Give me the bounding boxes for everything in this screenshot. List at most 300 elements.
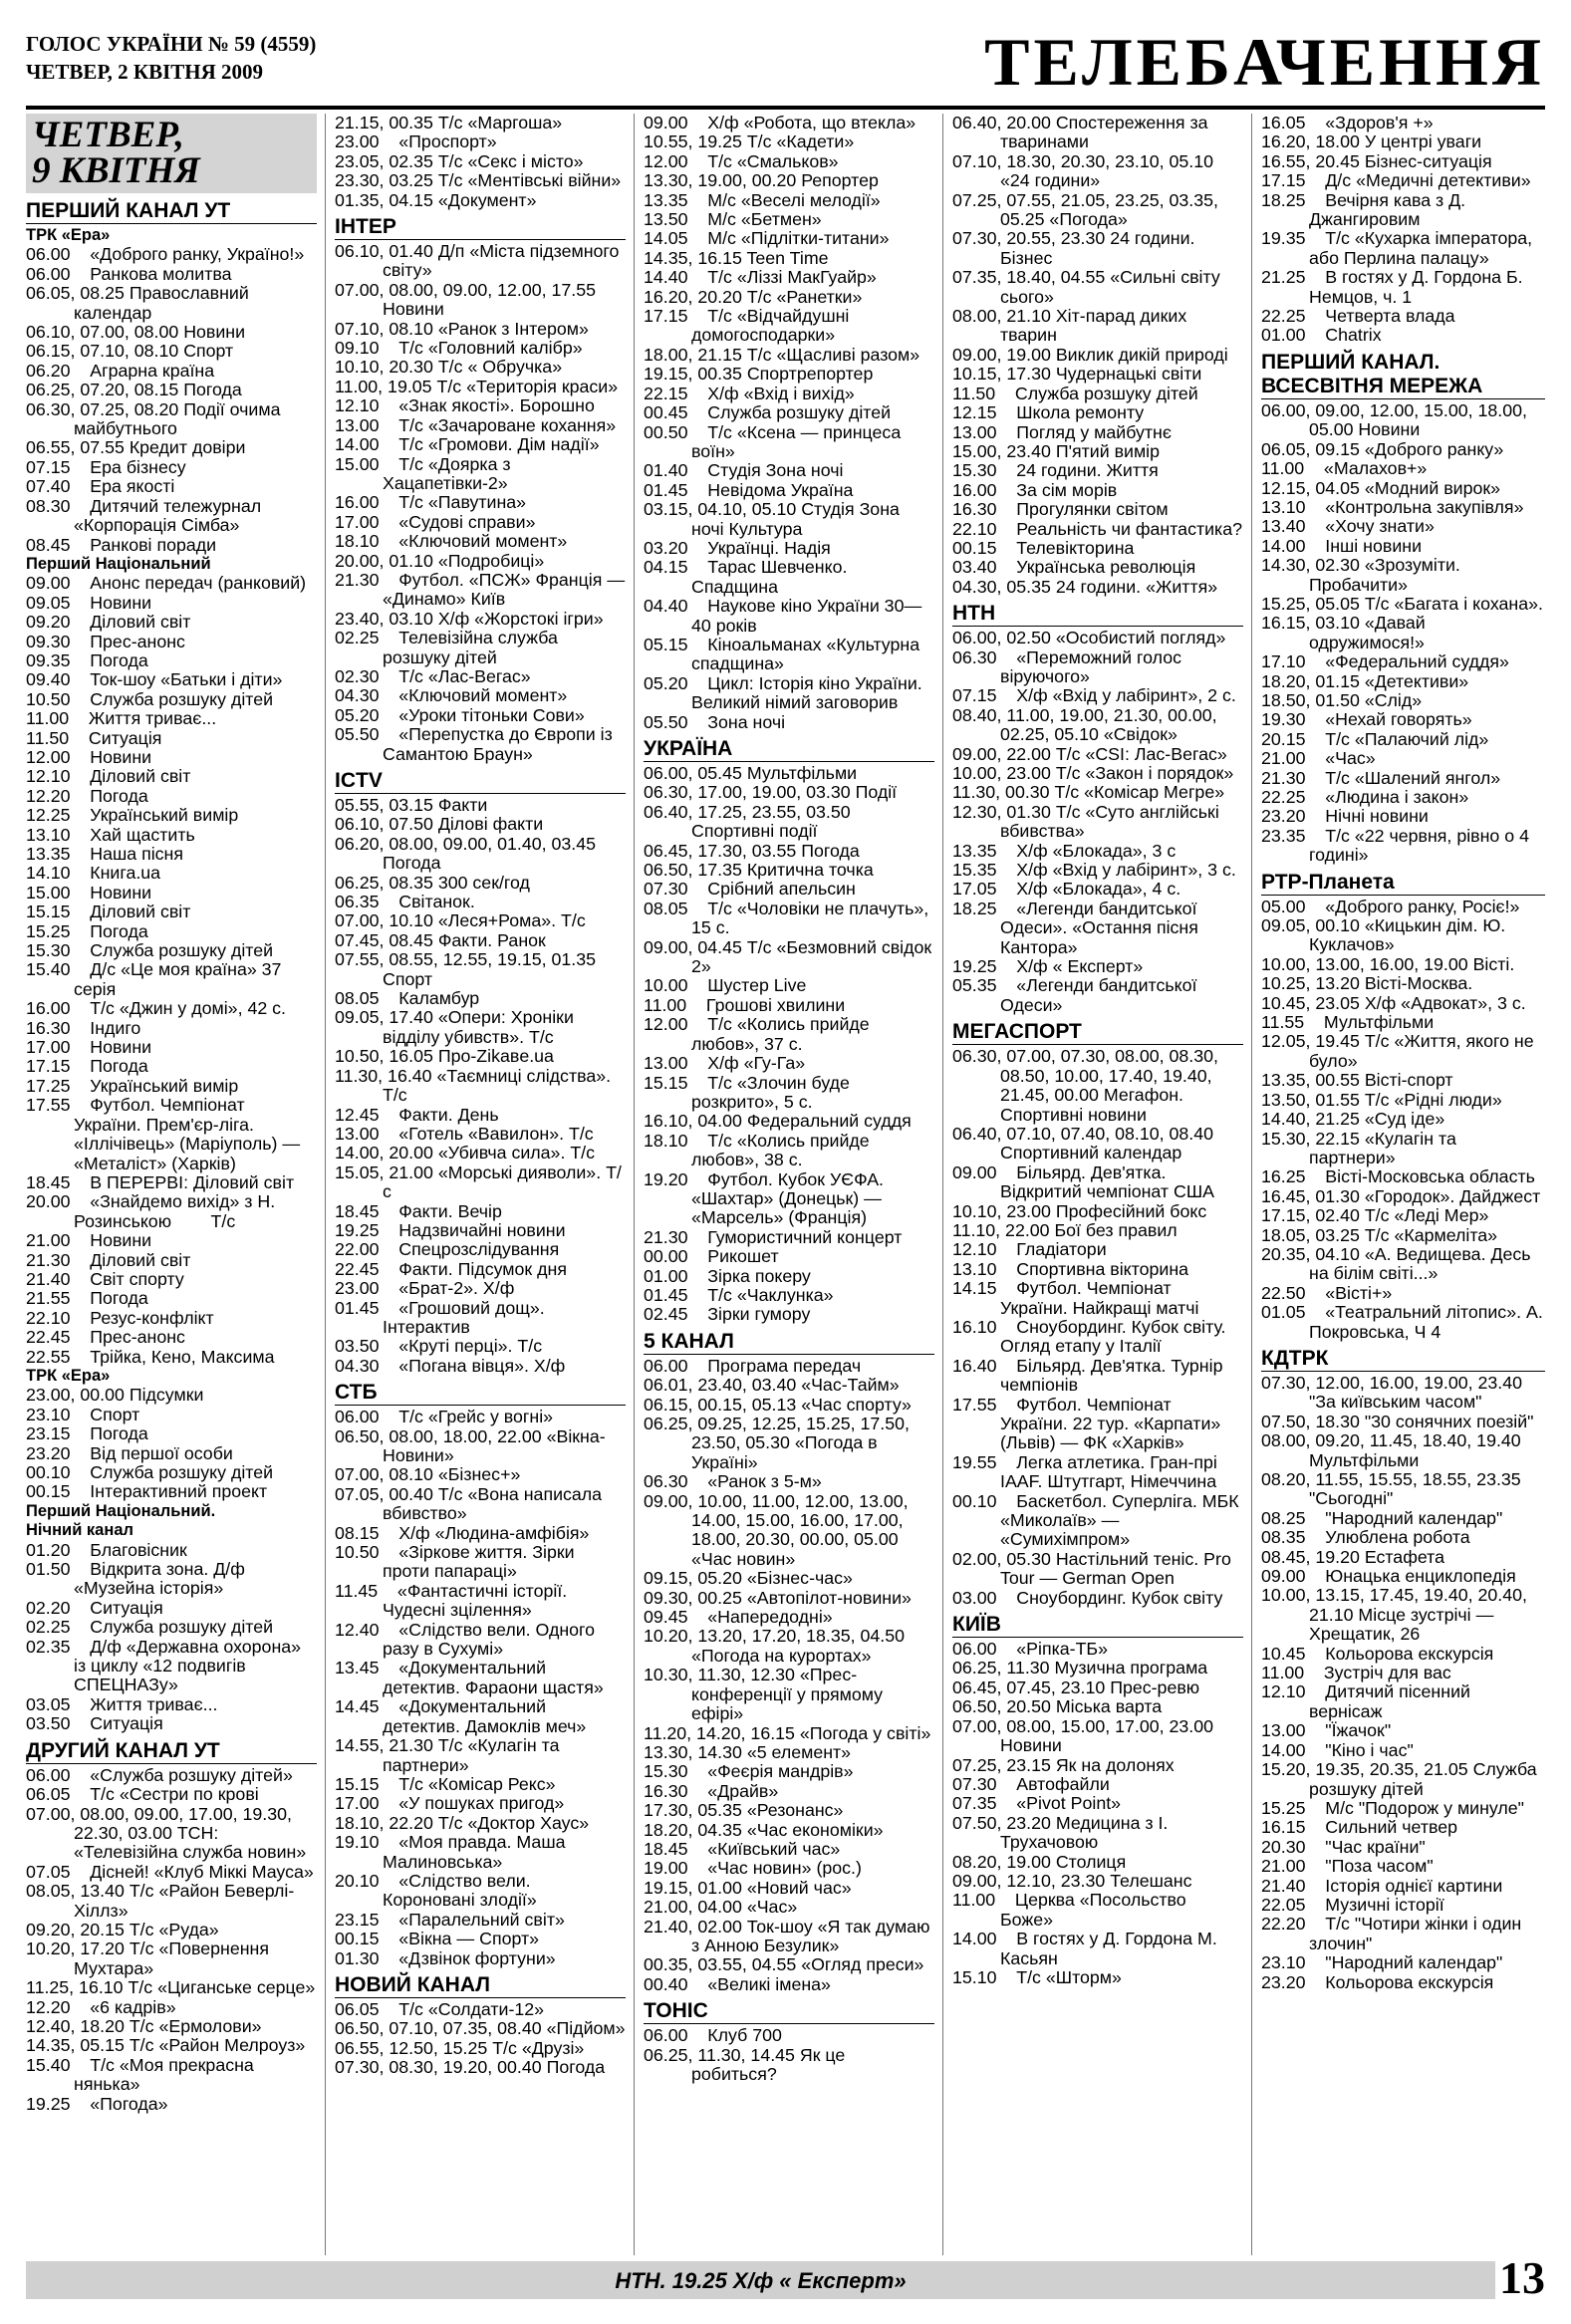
program-entry: 22.20 Т/с "Чотири жінки і один злочин" — [1261, 1914, 1527, 1953]
program-entry: 06.05, 08.25 Православний календар — [26, 283, 254, 323]
program-entry: 06.50, 07.10, 07.35, 08.40 «Підйом» — [335, 2018, 626, 2039]
program-entry: 14.00 Інші новини — [1261, 535, 1423, 556]
program-entry: 17.15, 02.40 Т/с «Леді Мер» — [1261, 1205, 1489, 1226]
program-entry: 13.10 «Контрольна закупівля» — [1261, 496, 1524, 517]
program-entry: 09.00, 19.00 Виклик дикій природі — [952, 344, 1228, 365]
program-entry: 23.20 Нічні новини — [1261, 806, 1429, 827]
program-entry: 05.50 Зона ночі — [644, 711, 786, 732]
program-entry: 08.05 Каламбур — [335, 988, 480, 1009]
program-entry: 10.00, 23.00 Т/с «Закон і порядок» — [952, 763, 1234, 783]
program-entry: 17.00 «Судові справи» — [335, 511, 536, 532]
program-entry: 23.40, 03.10 Х/ф «Жорстокі ігри» — [335, 608, 604, 629]
program-entry: 07.30 Срібний апельсин — [644, 879, 856, 900]
program-entry: 06.10, 01.40 Д/п «Міста підземного світу» — [335, 241, 625, 281]
program-entry: 07.00, 08.00, 15.00, 17.00, 23.00 Новини — [952, 1715, 1218, 1756]
program-entry: 22.45 Факти. Підсумок дня — [335, 1258, 567, 1279]
program-entry: 12.20 «6 кадрів» — [26, 1996, 176, 2017]
program-entry: 16.00 Т/с «Джин у домі», 42 с. — [26, 998, 286, 1019]
program-entry: 00.15 Телевікторина — [952, 537, 1135, 558]
program-entry: 05.20 Цикл: Історія кіно України. Великий німий заговорив — [644, 672, 927, 713]
program-entry: 02.25 Служба розшуку дітей — [26, 1617, 274, 1638]
program-entry: 13.35 Х/ф «Блокада», 3 с — [952, 840, 1177, 861]
program-entry: 03.00 Сноубординг. Кубок світу — [952, 1587, 1223, 1608]
program-entry: 06.00 Ранкова молитва — [26, 263, 232, 284]
program-entry: 23.10 Спорт — [26, 1404, 140, 1424]
program-entry: 09.10 Т/с «Головний калібр» — [335, 338, 583, 359]
program-entry: 09.00 Більярд. Дев'ятка. Відкритий чемпіонат США — [952, 1162, 1214, 1202]
program-entry: 03.05 Життя триває... — [26, 1693, 218, 1714]
program-entry: 23.05, 02.35 Т/с «Секс і місто» — [335, 150, 584, 171]
program-entry: 19.15, 01.00 «Новий час» — [644, 1877, 852, 1898]
page-number: 13 — [1499, 2252, 1545, 2303]
program-entry: 15.15 Т/с «Комісар Рекс» — [335, 1773, 556, 1794]
program-entry: 11.45 «Фантастичні історії. Чудесні зцілення» — [335, 1580, 573, 1621]
program-entry: 08.05, 13.40 Т/с «Район Беверлі-Хіллз» — [26, 1881, 295, 1921]
program-entry: 10.50 Служба розшуку дітей — [26, 688, 274, 709]
program-entry: 07.25, 07.55, 21.05, 23.25, 03.35, 05.25 «Погода» — [952, 189, 1223, 230]
program-entry: 17.55 Футбол. Чемпіонат України. Прем'єр-ліга. «Іллічівець» (Маріуполь) — «Металіст» (Харків) — [26, 1095, 306, 1173]
program-entry: 13.30, 19.00, 00.20 Репортер — [644, 170, 879, 191]
channel-subheading: Нічний канал — [26, 1521, 133, 1540]
program-entry: 12.10 Діловий світ — [26, 766, 191, 787]
program-entry: 07.30, 08.30, 19.20, 00.40 Погода — [335, 2057, 606, 2078]
program-entry: 14.40, 21.25 «Суд іде» — [1261, 1109, 1445, 1130]
program-entry: 22.00 Спецрозслідування — [335, 1239, 560, 1260]
program-entry: 12.10 Гладіатори — [952, 1239, 1107, 1260]
program-entry: 15.40 Т/с «Моя прекрасна нянька» — [26, 2054, 259, 2095]
program-entry: 21.25 В гостях у Д. Гордона Б. Немцов, ч. 1 — [1261, 267, 1528, 307]
program-entry: 21.40 Історія однієї картини — [1261, 1875, 1503, 1896]
program-entry: 21.00 Новини — [26, 1230, 152, 1251]
program-entry: 01.45 «Грошовий дощ». Інтерактив — [335, 1297, 550, 1337]
program-entry: 13.35, 00.55 Вісті-спорт — [1261, 1070, 1453, 1091]
program-entry: 06.00 «Служба розшуку дітей» — [26, 1764, 293, 1785]
program-entry: 13.00 "Їжачок" — [1261, 1720, 1392, 1741]
program-entry: 13.50 М/с «Бетмен» — [644, 209, 822, 230]
program-entry: 14.00 Т/с «Громови. Дім надії» — [335, 434, 600, 455]
day-heading — [26, 114, 317, 193]
program-entry: 17.55 Футбол. Чемпіонат України. 22 тур. «Карпати» (Львів) — ФК «Харків» — [952, 1394, 1226, 1453]
program-entry: 15.05, 21.00 «Морські дияволи». Т/с — [335, 1162, 622, 1202]
program-entry: 08.05 Т/с «Чоловіки не плачуть», 15 с. — [644, 898, 934, 938]
program-entry: 16.45, 01.30 «Городок». Дайджест — [1261, 1185, 1541, 1206]
program-entry: 10.00, 13.15, 17.45, 19.40, 20.40, 21.10 Місце зустрічі — Хрещатик, 26 — [1261, 1585, 1532, 1645]
program-entry: 06.40, 17.25, 23.55, 03.50 Спортивні події — [644, 801, 856, 842]
program-entry: 01.45 Невідома Україна — [644, 479, 854, 500]
program-entry: 21.40, 02.00 Ток-шоу «Я так думаю з Анною Безулик» — [644, 1916, 935, 1955]
program-entry: 08.45 Ранкові поради — [26, 534, 217, 555]
program-entry: 06.45, 17.30, 03.55 Погода — [644, 840, 860, 861]
program-entry: 12.00 Новини — [26, 746, 152, 767]
program-entry: 02.20 Ситуація — [26, 1597, 163, 1618]
program-entry: 13.50, 01.55 Т/с «Рідні люди» — [1261, 1089, 1502, 1110]
program-entry: 12.20 Погода — [26, 785, 148, 806]
program-entry: 06.05 Т/с «Сестри по крові — [26, 1784, 259, 1805]
program-entry: 07.00, 08.10 «Бізнес+» — [335, 1464, 521, 1485]
program-entry: 07.25, 23.15 Як на долонях — [952, 1754, 1175, 1775]
program-entry: 04.30 «Погана вівця». Х/ф — [335, 1355, 566, 1376]
program-entry: 00.35, 03.55, 04.55 «Огляд преси» — [644, 1954, 924, 1975]
program-entry: 15.25 Погода — [26, 920, 148, 941]
program-entry: 14.00 В гостях у Д. Гордона М. Касьян — [952, 1929, 1222, 1968]
program-entry: 13.00 Т/с «Зачароване кохання» — [335, 414, 617, 435]
program-entry: 21.00, 04.00 «Час» — [644, 1897, 798, 1918]
program-entry: 07.30, 12.00, 16.00, 19.00, 23.40 "За київським часом" — [1261, 1372, 1527, 1413]
program-entry: 09.00 Юнацька енциклопедія — [1261, 1566, 1516, 1587]
program-entry: 10.10, 23.00 Професійний бокс — [952, 1200, 1207, 1221]
program-entry: 06.20, 08.00, 09.00, 01.40, 03.45 Погода — [335, 833, 601, 874]
page-header — [26, 24, 1545, 102]
program-entry: 07.15 Ера бізнесу — [26, 456, 186, 477]
program-entry: 06.30, 07.25, 08.20 Події очима майбутнього — [26, 398, 286, 439]
program-entry: 03.40 Українська революція — [952, 557, 1196, 578]
program-entry: 06.00 «Доброго ранку, Україно!» — [26, 244, 305, 265]
program-entry: 00.45 Служба розшуку дітей — [644, 402, 892, 423]
program-entry: 19.10 «Моя правда. Маша Малиновська» — [335, 1832, 571, 1872]
program-entry: 08.20, 11.55, 15.55, 18.55, 23.35 "Сьогодні" — [1261, 1469, 1526, 1509]
program-entry: 14.15 Футбол. Чемпіонат України. Найкращі матчі — [952, 1278, 1199, 1318]
program-entry: 11.10, 22.00 Бої без правил — [952, 1219, 1178, 1240]
channel-subheading: ТРК «Ера» — [26, 1366, 111, 1385]
program-entry: 20.00 «Знайдемо вихід» з Н. Розинською Т/с — [26, 1191, 281, 1231]
program-entry: 12.10 «Знак якості». Борошно — [335, 395, 595, 416]
program-entry: 18.10 Т/с «Колись прийде любов», 38 с. — [644, 1130, 875, 1170]
day-weekday: ЧЕТВЕР, — [32, 115, 184, 155]
program-entry: 06.05, 09.15 «Доброго ранку» — [1261, 438, 1504, 459]
program-entry: 11.50 Ситуація — [26, 727, 162, 748]
program-entry: 13.00 Х/ф «Гу-Га» — [644, 1053, 806, 1074]
program-entry: 11.00, 19.05 Т/с «Територія краси» — [335, 376, 619, 396]
channel-subheading: ТРК «Ера» — [26, 226, 111, 244]
program-entry: 09.30, 00.25 «Автопілот-новини» — [644, 1587, 912, 1608]
program-entry: 11.30, 16.40 «Таємниці слідства». Т/с — [335, 1065, 617, 1106]
program-entry: 12.00 Т/с «Смальков» — [644, 150, 839, 171]
program-entry: 23.20 Від першої особи — [26, 1442, 233, 1463]
program-entry: 08.00, 21.10 Хіт-парад диких тварин — [952, 306, 1192, 346]
program-entry: 15.00 Новини — [26, 882, 152, 903]
program-entry: 09.40 Ток-шоу «Батьки і діти» — [26, 669, 283, 690]
program-entry: 20.10 «Слідство вели. Короновані злодії» — [335, 1870, 537, 1911]
program-entry: 01.45 Т/с «Чаклунка» — [644, 1284, 834, 1305]
program-entry: 12.25 Український вимір — [26, 805, 239, 826]
channel-name: КДТРК — [1261, 1347, 1545, 1372]
program-entry: 16.10, 04.00 Федеральний суддя — [644, 1111, 912, 1132]
program-entry: 06.00 Клуб 700 — [644, 2025, 782, 2046]
program-entry: 11.00 «Малахов+» — [1261, 458, 1428, 479]
program-entry: 13.00 Погляд у майбутнє — [952, 421, 1172, 442]
program-entry: 01.00 Зірка покеру — [644, 1265, 811, 1286]
program-entry: 05.55, 03.15 Факти — [335, 795, 488, 815]
program-entry: 20.15 Т/с «Палаючий лід» — [1261, 728, 1489, 749]
program-entry: 15.30, 22.15 «Кулагін та партнери» — [1261, 1128, 1461, 1167]
program-entry: 09.15, 05.20 «Бізнес-час» — [644, 1568, 853, 1589]
program-entry: 12.05, 19.45 Т/с «Життя, якого не було» — [1261, 1031, 1539, 1071]
program-entry: 21.15, 00.35 Т/с «Маргоша» — [335, 113, 563, 132]
column-divider — [634, 114, 635, 2255]
program-entry: 18.25 Вечірня кава з Д. Джангировим — [1261, 189, 1471, 230]
program-entry: 20.30 "Час країни" — [1261, 1836, 1426, 1857]
program-entry: 07.00, 08.00, 09.00, 17.00, 19.30, 22.30, 03.00 ТСН: «Телевізійна служба новин» — [26, 1803, 307, 1863]
program-entry: 07.30, 20.55, 23.30 24 години. Бізнес — [952, 228, 1200, 268]
program-entry: 21.30 Футбол. «ПСЖ» Франція — «Динамо» Київ — [335, 569, 631, 610]
program-entry: 10.45 Кольорова екскурсія — [1261, 1643, 1494, 1664]
program-entry: 04.15 Тарас Шевченко. Спадщина — [644, 557, 853, 597]
program-entry: 02.00, 05.30 Настільний теніс. Pro Tour — German Open — [952, 1548, 1236, 1589]
program-entry: 05.00 «Доброго ранку, Росіє!» — [1261, 896, 1520, 916]
program-entry: 06.25, 11.30 Музична програма — [952, 1658, 1208, 1678]
program-entry: 19.55 Легка атлетика. Гран-прі IAAF. Штутгарт, Німеччина — [952, 1451, 1222, 1492]
program-entry: 18.45 Факти. Вечір — [335, 1200, 502, 1221]
program-entry: 00.10 Баскетбол. Суперліга. МБК «Миколаїв» — «Сумихімпром» — [952, 1490, 1244, 1550]
program-entry: 19.35 Т/с «Кухарка імператора, або Перлина палацу» — [1261, 228, 1538, 268]
program-entry: 13.10 Хай щастить — [26, 824, 195, 845]
program-entry: 09.45 «Напередодні» — [644, 1607, 833, 1628]
program-entry: 08.15 Х/ф «Людина-амфібія» — [335, 1522, 590, 1543]
program-column-5 — [1261, 113, 1548, 2255]
program-entry: 08.35 Улюблена робота — [1261, 1527, 1470, 1548]
program-entry: 14.00 "Кіно і час" — [1261, 1739, 1414, 1760]
program-entry: 12.45 Факти. День — [335, 1104, 499, 1125]
program-entry: 18.20, 01.15 «Детективи» — [1261, 670, 1469, 691]
program-entry: 16.10 Сноубординг. Кубок світу. Огляд етапу у Італії — [952, 1316, 1231, 1357]
program-entry: 22.10 Реальність чи фантастика? — [952, 518, 1242, 539]
program-entry: 15.20, 19.35, 20.35, 21.05 Служба розшуку дітей — [1261, 1759, 1542, 1799]
channel-name: 5 КАНАЛ — [644, 1330, 934, 1355]
program-entry: 06.15, 07.10, 08.10 Спорт — [26, 341, 234, 362]
program-entry: 11.20, 14.20, 16.15 «Погода у світі» — [644, 1722, 931, 1743]
program-entry: 06.25, 09.25, 12.25, 15.25, 17.50, 23.50, 05.30 «Погода в Україні» — [644, 1414, 915, 1472]
program-entry: 15.00, 23.40 П'ятий вимір — [952, 440, 1161, 461]
program-entry: 16.20, 18.00 У центрі уваги — [1261, 131, 1482, 152]
program-entry: 18.20, 04.35 «Час економіки» — [644, 1819, 884, 1840]
program-entry: 06.40, 20.00 Спостереження за тваринами — [952, 113, 1213, 152]
program-entry: 01.30 «Дзвінок фортуни» — [335, 1947, 556, 1968]
program-entry: 00.15 «Вікна — Спорт» — [335, 1929, 539, 1949]
program-entry: 11.30, 00.30 Т/с «Комісар Мегре» — [952, 782, 1225, 803]
program-entry: 06.00 Програма передач — [644, 1355, 862, 1376]
program-entry: 06.05 Т/с «Солдати-12» — [335, 1998, 545, 2019]
program-entry: 02.45 Зірки гумору — [644, 1304, 811, 1325]
program-entry: 16.25 Вісті-Московська область — [1261, 1166, 1535, 1187]
program-entry: 12.15 Школа ремонту — [952, 402, 1145, 423]
channel-name: ІНТЕР — [335, 215, 626, 240]
program-entry: 14.55, 21.30 Т/с «Кулагін та партнери» — [335, 1735, 565, 1775]
program-entry: 10.15, 17.30 Чудернацькі світи — [952, 364, 1202, 385]
program-entry: 09.00, 12.10, 23.30 Телешанс — [952, 1870, 1192, 1891]
program-entry: 13.40 «Хочу знати» — [1261, 516, 1435, 537]
program-entry: 15.30 24 години. Життя — [952, 460, 1159, 481]
program-entry: 18.25 «Легенди бандитської Одеси». «Остання пісня Кантора» — [952, 898, 1203, 957]
program-entry: 09.00 Х/ф «Робота, що втекла» — [644, 113, 916, 132]
program-entry: 14.40 Т/с «Ліззі МакГуайр» — [644, 267, 877, 288]
program-entry: 08.40, 11.00, 19.00, 21.30, 00.00, 02.25, 05.10 «Свідок» — [952, 704, 1222, 745]
program-entry: 07.45, 08.45 Факти. Ранок — [335, 929, 546, 950]
footer-bar — [26, 2261, 1495, 2299]
program-entry: 07.10, 08.10 «Ранок з Інтером» — [335, 318, 589, 339]
program-entry: 13.10 Спортивна вікторина — [952, 1258, 1189, 1279]
program-entry: 15.10 Т/с «Шторм» — [952, 1966, 1122, 1987]
program-entry: 22.25 Четверта влада — [1261, 306, 1455, 327]
program-entry: 18.50, 01.50 «Слід» — [1261, 689, 1423, 710]
program-entry: 10.10, 20.30 Т/с « Обручка» — [335, 357, 563, 378]
program-entry: 04.30, 05.35 24 години. «Життя» — [952, 576, 1218, 597]
program-entry: 03.50 «Круті перці». Т/с — [335, 1336, 543, 1357]
channel-name: ТОНІС — [644, 1999, 934, 2024]
program-entry: 12.10 Дитячий пісенний вернісаж — [1261, 1681, 1475, 1721]
program-entry: 00.15 Інтерактивний проект — [26, 1481, 268, 1502]
program-entry: 07.55, 08.55, 12.55, 19.15, 01.35 Спорт — [335, 949, 601, 989]
program-entry: 14.35, 16.15 Teen Time — [644, 247, 829, 268]
program-entry: 13.35 Наша пісня — [26, 844, 183, 864]
channel-name: НОВИЙ КАНАЛ — [335, 1973, 626, 1998]
program-entry: 22.45 Прес-анонс — [26, 1327, 185, 1348]
program-entry: 00.40 «Великі імена» — [644, 1973, 831, 1994]
program-entry: 18.00, 21.15 Т/с «Щасливі разом» — [644, 344, 920, 365]
program-entry: 09.05, 00.10 «Кицькин дім. Ю. Куклачов» — [1261, 915, 1511, 955]
program-entry: 11.00 Грошові хвилини — [644, 994, 846, 1015]
program-entry: 10.50, 16.05 Про-Zikaвe.ua — [335, 1046, 554, 1067]
column-divider — [1251, 114, 1252, 2255]
program-entry: 21.00 «Час» — [1261, 748, 1376, 769]
channel-name: ICTV — [335, 769, 626, 794]
program-entry: 19.30 «Нехай говорять» — [1261, 709, 1472, 730]
program-entry: 13.45 «Документальний детектив. Фараони щастя» — [335, 1658, 604, 1697]
program-entry: 07.40 Ера якості — [26, 476, 175, 497]
program-entry: 06.50, 20.50 Міська варта — [952, 1696, 1163, 1717]
program-entry: 06.20 Аграрна країна — [26, 360, 215, 381]
program-entry: 18.45 «Київський час» — [644, 1838, 841, 1859]
program-entry: 23.20 Кольорова екскурсія — [1261, 1971, 1494, 1992]
program-entry: 06.55, 07.55 Кредит довіри — [26, 437, 246, 458]
program-entry: 06.25, 11.30, 14.45 Як це робиться? — [644, 2044, 851, 2084]
channel-name: НТН — [952, 602, 1243, 627]
program-entry: 10.55, 19.25 Т/с «Кадети» — [644, 131, 855, 152]
program-entry: 01.05 «Театральний літопис». А. Покровська, Ч 4 — [1261, 1302, 1548, 1342]
program-entry: 09.00, 22.00 Т/с «CSI: Лас-Вегас» — [952, 743, 1227, 764]
program-entry: 17.25 Український вимір — [26, 1075, 239, 1096]
program-entry: 04.30 «Ключовий момент» — [335, 685, 568, 706]
program-entry: 08.45, 19.20 Естафета — [1261, 1546, 1444, 1567]
program-entry: 14.35, 05.15 Т/с «Район Мелроуз» — [26, 2035, 306, 2056]
program-entry: 13.35 М/с «Веселі мелодії» — [644, 189, 881, 210]
program-entry: 15.30 Служба розшуку дітей — [26, 940, 274, 961]
program-entry: 15.25 М/с "Подорож у минуле" — [1261, 1797, 1524, 1818]
program-entry: 17.10 «Федеральний суддя» — [1261, 651, 1509, 672]
program-entry: 06.30, 07.00, 07.30, 08.00, 08.30, 08.50, 10.00, 17.40, 19.40, 21.45, 00.00 Мегафон. Спортивні новини — [952, 1046, 1223, 1125]
program-entry: 13.30, 14.30 «5 елемент» — [644, 1741, 852, 1762]
program-entry: 09.20 Діловий світ — [26, 612, 191, 633]
channel-name: ПЕРШИЙ КАНАЛ УТ — [26, 199, 317, 224]
program-entry: 07.00, 10.10 «Леся+Рома». Т/с — [335, 910, 586, 931]
program-entry: 23.15 «Паралельний світ» — [335, 1909, 565, 1930]
program-entry: 19.25 «Погода» — [26, 2093, 168, 2114]
program-entry: 17.00 Новини — [26, 1037, 152, 1058]
program-entry: 20.00, 01.10 «Подробиці» — [335, 550, 545, 571]
program-entry: 18.10 «Ключовий момент» — [335, 531, 568, 552]
program-entry: 15.30 «Феєрія мандрів» — [644, 1761, 854, 1782]
program-entry: 07.00, 08.00, 09.00, 12.00, 17.55 Новини — [335, 279, 601, 320]
program-entry: 03.15, 04.10, 05.10 Студія Зона ночі Культура — [644, 499, 905, 539]
program-column-1 — [26, 114, 317, 2255]
program-entry: 10.30, 11.30, 12.30 «Прес-конференції у прямому ефірі» — [644, 1665, 888, 1724]
program-entry: 15.00 Т/с «Доярка з Хацапетівки-2» — [335, 453, 516, 493]
program-entry: 07.05 Дісней! «Клуб Міккі Мауса» — [26, 1861, 314, 1882]
program-column-3 — [644, 113, 937, 2255]
program-entry: 06.00, 09.00, 12.00, 15.00, 18.00, 05.00 Новини — [1261, 399, 1532, 440]
program-entry: 02.35 Д/ф «Державна охорона» із циклу «12 подвигів СПЕЦНАЗу» — [26, 1636, 306, 1695]
program-entry: 06.10, 07.00, 08.00 Новини — [26, 322, 246, 343]
column-divider — [942, 114, 943, 2255]
program-entry: 07.05, 00.40 Т/с «Вона написала вбивство» — [335, 1483, 608, 1524]
program-entry: 01.00 Chatrix — [1261, 325, 1382, 346]
program-entry: 16.20, 20.20 Т/с «Ранетки» — [644, 286, 863, 307]
program-entry: 12.30, 01.30 Т/с «Суто англійські вбивства» — [952, 801, 1224, 842]
program-entry: 17.00 «У пошуках пригод» — [335, 1793, 565, 1814]
program-entry: 07.35, 18.40, 04.55 «Сильні світу сього» — [952, 267, 1225, 307]
program-entry: 16.30 «Драйв» — [644, 1780, 779, 1801]
program-entry: 19.25 Х/ф « Експерт» — [952, 956, 1144, 977]
program-entry: 06.40, 07.10, 07.40, 08.10, 08.40 Спортивний календар — [952, 1123, 1218, 1163]
program-entry: 23.00, 00.00 Підсумки — [26, 1385, 204, 1406]
program-entry: 18.10, 22.20 Т/с «Доктор Хаус» — [335, 1812, 590, 1833]
program-entry: 06.30, 17.00, 19.00, 03.30 Події — [644, 782, 898, 803]
program-column-4 — [952, 114, 1243, 2255]
program-entry: 19.25 Надзвичайні новини — [335, 1219, 566, 1240]
program-entry: 22.10 Резус-конфлікт — [26, 1307, 214, 1328]
program-entry: 21.00 "Поза часом" — [1261, 1856, 1434, 1877]
program-entry: 16.00 За сім морів — [952, 479, 1118, 500]
program-entry: 08.30 Дитячий тележурнал «Корпорація Сімба» — [26, 495, 267, 536]
program-entry: 19.15, 00.35 Спортрепортер — [644, 364, 874, 385]
program-entry: 02.25 Телевізійна служба розшуку дітей — [335, 628, 563, 667]
program-entry: 11.55 Мультфільми — [1261, 1012, 1435, 1033]
program-entry: 06.15, 00.15, 05.13 «Час спорту» — [644, 1394, 912, 1415]
program-entry: 12.15, 04.05 «Модний вирок» — [1261, 477, 1501, 498]
program-entry: 11.50 Служба розшуку дітей — [952, 383, 1198, 403]
program-entry: 23.00 «Проспорт» — [335, 131, 497, 152]
program-entry: 17.30, 05.35 «Резонанс» — [644, 1800, 844, 1821]
program-entry: 23.00 «Брат-2». Х/ф — [335, 1278, 515, 1299]
channel-name: ПЕРШИЙ КАНАЛ. ВСЕСВІТНЯ МЕРЕЖА — [1261, 351, 1545, 399]
program-entry: 22.55 Трійка, Кено, Максима — [26, 1346, 275, 1367]
program-entry: 14.10 Книга.ua — [26, 863, 161, 884]
channel-name: ДРУГИЙ КАНАЛ УТ — [26, 1739, 317, 1764]
program-entry: 12.40, 18.20 Т/с «Ермолови» — [26, 2015, 262, 2036]
program-entry: 07.10, 18.30, 20.30, 23.10, 05.10 «24 години» — [952, 150, 1218, 191]
program-entry: 08.00, 09.20, 11.45, 18.40, 19.40 Мультфільми — [1261, 1430, 1526, 1470]
program-entry: 09.05, 17.40 «Опери: Хроніки відділу убивств». Т/с — [335, 1007, 579, 1047]
program-entry: 23.35 Т/с «22 червня, рівно о 4 годині» — [1261, 825, 1534, 866]
footer-promo: НТН. 19.25 Х/ф « Експерт» — [615, 2268, 907, 2293]
program-entry: 08.25 "Народний календар" — [1261, 1507, 1503, 1528]
program-column-2 — [335, 113, 631, 2255]
program-entry: 03.20 Українці. Надія — [644, 537, 831, 558]
program-entry: 21.30 Т/с «Шалений янгол» — [1261, 767, 1501, 788]
program-entry: 15.35 Х/ф «Вхід у лабіринт», 3 с. — [952, 860, 1236, 881]
program-entry: 07.30 Автофайли — [952, 1773, 1110, 1794]
program-entry: 21.40 Світ спорту — [26, 1268, 184, 1289]
program-entry: 06.30 «Ранок з 5-м» — [644, 1471, 822, 1492]
program-entry: 17.05 Х/ф «Блокада», 4 с. — [952, 879, 1181, 900]
program-entry: 01.40 Студія Зона ночі — [644, 460, 844, 481]
day-date: 9 КВІТНЯ — [32, 150, 200, 191]
program-entry: 06.45, 07.45, 23.10 Прес-ревю — [952, 1677, 1200, 1697]
program-entry: 06.35 Світанок. — [335, 892, 475, 912]
program-entry: 06.25, 08.35 300 сек/год — [335, 872, 530, 893]
program-entry: 09.00 Анонс передач (ранковий) — [26, 573, 307, 594]
program-entry: 05.20 «Уроки тітоньки Сови» — [335, 704, 585, 725]
program-entry: 10.50 «Зіркове життя. Зірки проти папараці» — [335, 1542, 580, 1582]
